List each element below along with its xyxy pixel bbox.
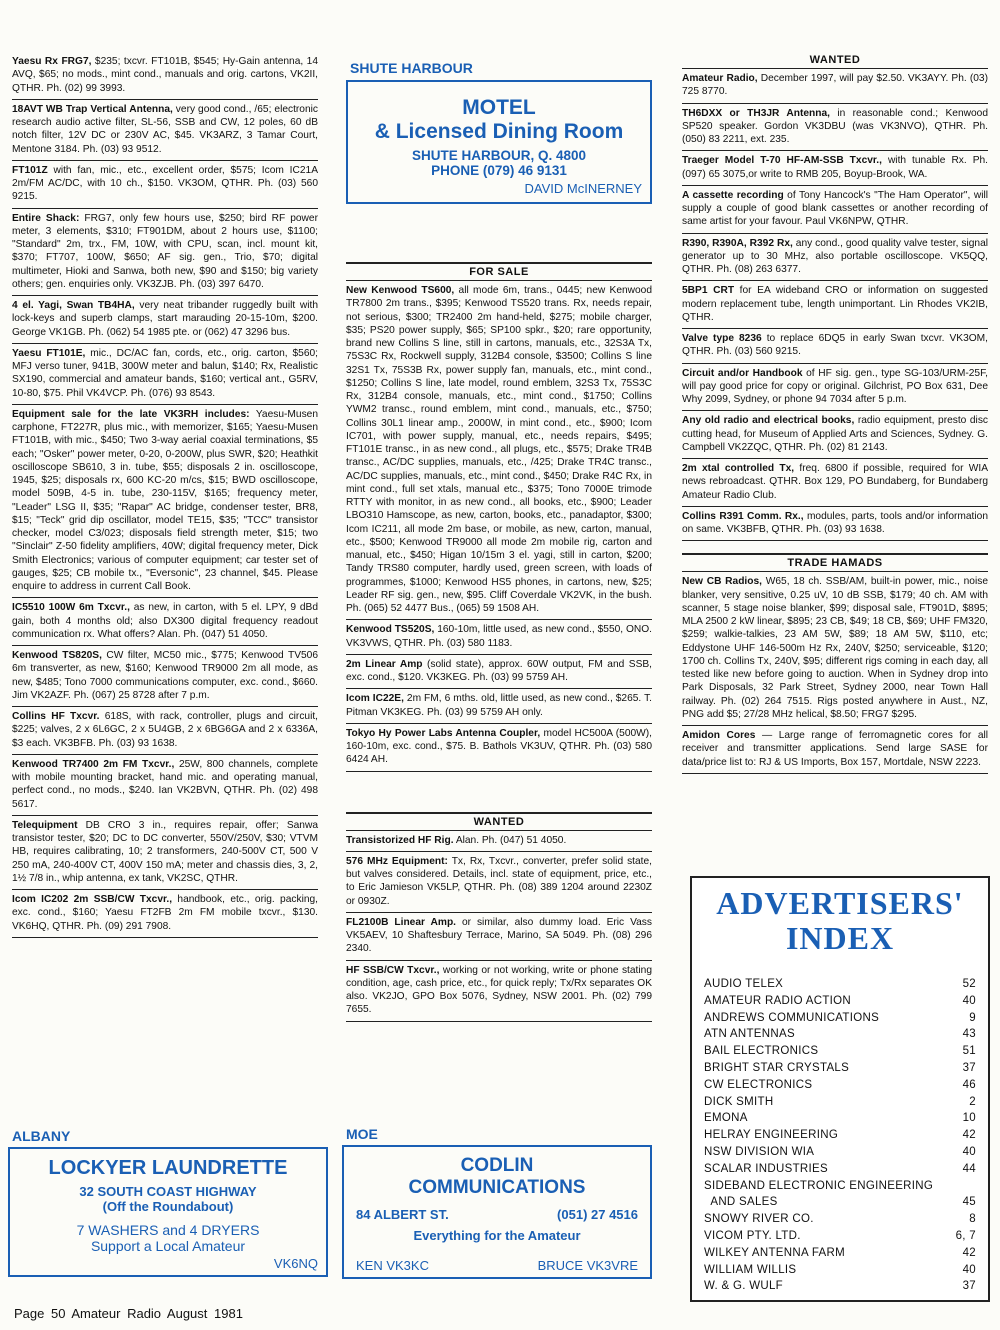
- ad-lead: Telequipment: [12, 819, 78, 831]
- for-sale-heading: FOR SALE: [346, 262, 652, 281]
- classified-ad: [346, 724, 652, 772]
- codlin-address: 84 ALBERT ST.: [356, 1207, 449, 1222]
- classified-ad: [682, 186, 988, 234]
- advertiser-page: 40: [962, 994, 976, 1007]
- for-sale-list: [346, 281, 652, 772]
- ad-text: 160-10m, little used, as new cond., $550, ONO. VK3VWS, QTHR. Ph. (03) 580 1183.: [346, 624, 653, 649]
- ad-text: working or not working, write or phone stating condition, age, cash price, etc., for quick reply; Tx/Rx separates OK also. VK2JO, GPO Box 5076, Sydney, NSW 2001. Ph. (02) 799 7655.: [346, 964, 652, 1016]
- classified-ad: [346, 689, 652, 724]
- ad-lead: Yaesu FT101E,: [12, 347, 86, 359]
- ad-text: with tunable Rx. Ph. (097) 65 3075,or write to RMB 205, Boyup-Brook, WA.: [682, 155, 988, 180]
- column-2: [346, 60, 652, 1022]
- laundrette-location: (Off the Roundabout): [102, 1199, 234, 1214]
- ad-text: 25W, 800 channels, complete with mobile mounting bracket, hand mic. and operating manual, perfect cond., no mods., $240. Ian VK2BVN, QTHR. Ph. (02) 498 5617.: [12, 758, 319, 810]
- ad-lead: Kenwood TS520S,: [346, 624, 435, 636]
- ad-lead: Entire Shack:: [12, 212, 80, 224]
- advertiser-page: 45: [962, 1196, 976, 1209]
- classified-ad: [682, 281, 988, 329]
- laundrette-advert: [8, 1147, 328, 1277]
- classified-ad: [12, 52, 318, 100]
- advertiser-row: [704, 976, 976, 993]
- classified-ad: [682, 726, 988, 774]
- advertiser-row: [704, 1161, 976, 1178]
- advertiser-page: 51: [962, 1045, 976, 1058]
- advertiser-row: [704, 1060, 976, 1077]
- ad-text: very neat tribander ruggedly built with lock-keys and superb clamps, start marauding 20-15-10m, $200. George VK1GB. Ph. (062) 54 1985 pte. or (062) 47 3296 bus.: [12, 300, 319, 338]
- ad-lead: Collins HF Txcvr.: [12, 711, 100, 722]
- motel-title: MOTEL: [462, 96, 536, 119]
- ad-text: any cond., good quality valve tester, signal generator up to 30 MHz, also portable oscilloscope. VK5QQ, QTHR. Ph. (08) 263 6377.: [682, 237, 988, 275]
- ad-text: as new, in carton, with 5 el. LPY, 9 dBd gain, both 4 months old; also DX300 digital frequency readout communication rx. What offers? Alan. Ph. (047) 51 4050.: [12, 602, 319, 640]
- classified-ad: [12, 598, 318, 646]
- advertiser-page: 40: [962, 1263, 976, 1276]
- ad-text: Yaesu-Musen carphone, FT227R, plus mic., with memorizer, $165; Yaesu-Musen FT101B, with mic., $450; Two 3-way aerial coaxial terminations, $5 each; "Osker" power meter, 0-20, 0-200W, plus SWR, $20; Heathkit oscilloscope SB610, 3 in. tube, $55; disposals 2 in. oscilloscope, 1945, $25; disposals rx, 600 KC-20 m/cs, $15; BWD oscilloscope, model 509B, 4-5 in. tube, 230-115V, $165; frequency meter, "Leader" LSG II, $35; "Rapar" AC bridge, condenser tester, BR8, $15; "Teck" grid dip oscillator, model TE15, $35; "TCC" transistor checker, model C3/023; disposals field strength meter, $15; two "Sinclair" Z-50 fidelity amplifiers, 40W; digital frequency meter, Dick Smith Electronics; various of computer equipment; car tester set of gauges, $25; CB mobile tx., "Eversonic", 23 channel, $45. Please enquire to address in current Call Book.: [12, 408, 318, 592]
- advertisers-index: [690, 876, 990, 1302]
- advertiser-row: [704, 1026, 976, 1043]
- advertiser-page: 6, 7: [955, 1229, 976, 1242]
- advertiser-name: SCALAR INDUSTRIES: [704, 1162, 828, 1175]
- advertiser-row: [704, 1211, 976, 1228]
- classified-ad: [12, 755, 318, 816]
- ad-lead: 4 el. Yagi, Swan TB4HA,: [12, 300, 135, 311]
- ad-lead: IC5510 100W 6m Txcvr.,: [12, 602, 130, 614]
- advertiser-name: NSW DIVISION WIA: [704, 1145, 815, 1158]
- advertiser-page: 40: [962, 1145, 976, 1158]
- motel-phone: PHONE (079) 46 9131: [431, 163, 567, 178]
- trade-hamads-list: [682, 572, 988, 774]
- ad-text: mic., DC/AC fan, cords, etc., orig. carton, $560; MFJ verso tuner, 941B, 300W meter and balun, $140; Rx, Realistic SX190, commercial and amateur bands, $160; vertical ant., G5RV, 10-80, $75. Phil VK4VCP. Ph. (076) 93 8543.: [12, 347, 318, 399]
- ad-lead: Circuit and/or Handbook: [682, 367, 803, 379]
- ad-lead: 2m xtal controlled Tx,: [682, 463, 795, 474]
- classified-ad: [682, 507, 988, 542]
- ad-text: — Large range of ferromagnetic cores for all receiver and transmitter applications. Send large SASE for data/price list to: RJ & US Imports, Box 157, Mortdale, NSW 2223.: [682, 730, 989, 768]
- ad-text: in reasonable cond.; Kenwood SP520 speaker. Gordon VK3DBU (was VK3NVO), QTHR. Ph. (050) 83 2211, ext. 235.: [682, 107, 988, 145]
- advertiser-name: WILKEY ANTENNA FARM: [704, 1246, 845, 1259]
- wanted-heading: WANTED: [682, 52, 988, 69]
- ad-lead: 576 MHz Equipment:: [346, 855, 448, 867]
- advertiser-row: [704, 1278, 976, 1295]
- motel-advert: [346, 80, 652, 204]
- classified-ad: [346, 620, 652, 655]
- ad-text: December 1997, will pay $2.50. VK3AYY. Ph. (03) 725 8770.: [682, 73, 988, 98]
- albany-heading: ALBANY: [12, 1128, 71, 1144]
- ad-lead: FL2100B Linear Amp.: [346, 916, 457, 928]
- moe-advert-block: [342, 1126, 652, 1279]
- ad-lead: Tokyo Hy Power Labs Antenna Coupler,: [346, 727, 541, 739]
- advertiser-name: SIDEBAND ELECTRONIC ENGINEERING AND SALES: [704, 1179, 934, 1209]
- spacer: [346, 772, 652, 808]
- ad-text: W65, 18 ch. SSB/AM, built-in power, mic., noise blanker, very sensitive, 0.25 uV, 10 dB SSB, $179; 40 ch. AM with scanner, 5 stage noise blanker, $99; disposal sale, FT901D, $895; MLA 2500 2 kW linear, $895; 23 CB, $49; 18 CB, $69; UHF FM320, $259; walkie-talkies, 23 AM 5W, $89; 18 AM 5W, $110, etc; Eddystone UHF 146-500m Hz Rx, 240V, $250; serviceable, $120; 1700 ch. Collins Tx, 240V, $95; different rigs coming in each day, all tested like new before going to auction. When in Sydney drop into Park Disposals, 32 Park Street, Sydney 2000, near Town Hall railway. Ph. (02) 264 7515. Rigs posted anywhere in Aust., NZ, PNG add $5; 27/28 MHz helical, $8.50; FRG7 $295.: [682, 576, 988, 720]
- advertiser-page: 42: [962, 1246, 976, 1259]
- ad-lead: TH6DXX or TH3JR Antenna,: [682, 107, 830, 119]
- codlin-subtitle: COMMUNICATIONS: [408, 1177, 586, 1198]
- ad-text: 618S, with rack, controller, plugs and circuit, $225; valves, 2 x 6L6GC, 2 x 5U4GB, 2 x 6BG6GA and 2 x 6336A, $3 each. VK3BFB. Ph. (03) 93 1638.: [12, 711, 318, 749]
- classified-ad: [12, 161, 318, 209]
- classified-ad: [12, 405, 318, 599]
- codlin-owner-1: KEN VK3KC: [356, 1258, 429, 1273]
- classified-ad: [682, 364, 988, 412]
- advertiser-page: 2: [969, 1095, 976, 1108]
- classified-ad: [12, 344, 318, 405]
- advertiser-name: DICK SMITH: [704, 1095, 774, 1108]
- motel-owner: DAVID McINERNEY: [524, 181, 642, 196]
- classified-ad: [12, 296, 318, 344]
- classified-ad: [682, 104, 988, 152]
- ad-text: $235; txcvr. FT101B, $545; Hy-Gain antenna, 14 AVQ, $65; no mods., mint cond., manuals and orig. cartons, VK2II, QTHR. Ph. (02) 99 3993.: [12, 56, 319, 94]
- classified-ad: [346, 913, 652, 961]
- ad-lead: 18AVT WB Trap Vertical Antenna,: [12, 103, 173, 115]
- ad-text: all mode 6m, trans., 0445; new Kenwood TR7800 2m trans., $395; Kenwood TS520 trans. Rx, needs repair, not serious, $300; TR2400 2m hand-held, $275; mobile charger, $35; PS20 power supply, $65; SP100 spkr., $20; rare opportunity, brand new Collins S line, still in cartons, manuals, etc., 32S3A Tx, 75S3C Rx, Rockwell supply, 312B4 console, $3500; Collins S line 32S1 Tx, 75S3B Rx, power supply fan, manuals, etc., mint cond., $1250; Collins S line, late model, round emblem, 32S3 Tx, 75S3C Rx, 312B4 console, manuals, etc., mint cond., $1750; Collins YWM2 transc., round emblem, mint cond., manuals, etc., $750; Collins 30L1 linear amp., 2000W, in mint cond., etc., $900; Icom IC701, with power supply, manual, etc., needs repairs, $495; FT101E transc., in as new cond., all plugs, etc., $575; Drake TR4B transc., AC/DC supplies, manuals, etc., /425; Drake TR4C transc., AC/DC supplies, manuals, etc., mint cond., $450; Drake R4C Rx, in mint cond., full set xtals, manual etc., $375; Tono 7000E trimode RTTY with monitor, in as new cond., all books, etc., $900; Leader LBO310 Hamscope, as new, carton, books, etc., panadaptor, $300; Icom IC211, all mode 2m base, or mobile, as new, carton, manual, etc., $500; Kenwood TR9000 all mode 2m mobile rig, carton and manual, etc., $450; Higan 10/15m 3 el. yagi, still in carton, $200; Tandy TRS80 computer, hardly used, green screen, with loads of programmes, $1000; Kenwood HS5 phones, in cartons, new, $25; Leader RF sig. gen., new, $95. Cliff Coverdale VK2VK, in the bush. Ph. (065) 52 4477 Bus., (065) 59 1508 AH.: [346, 285, 652, 614]
- advertiser-row: [704, 1010, 976, 1027]
- advertiser-name: CW ELECTRONICS: [704, 1078, 813, 1091]
- ad-lead: Valve type 8236: [682, 333, 762, 344]
- advertiser-name: WILLIAM WILLIS: [704, 1263, 797, 1276]
- column-1: [12, 52, 318, 938]
- advertiser-page: 42: [962, 1129, 976, 1142]
- ad-lead: Amateur Radio,: [682, 73, 758, 84]
- ad-lead: Traeger Model T-70 HF-AM-SSB Txcvr.,: [682, 155, 882, 167]
- laundrette-machines: 7 WASHERS and 4 DRYERS: [76, 1222, 260, 1238]
- advertisers-list: [704, 976, 976, 1295]
- ad-text: freq. 6800 if possible, required for WIA news rebroadcast. QTHR. Box 129, PO Bundaberg, for Bundaberg Amateur Radio Club.: [682, 463, 988, 501]
- classified-ad: [346, 831, 652, 852]
- ad-text: Alan. Ph. (047) 51 4050.: [453, 834, 567, 846]
- codlin-slogan: Everything for the Amateur: [413, 1228, 581, 1243]
- advertiser-name: AMATEUR RADIO ACTION: [704, 994, 851, 1007]
- classified-ad: [12, 816, 318, 890]
- page-footer: Page 50 Amateur Radio August 1981: [14, 1306, 243, 1321]
- codlin-owner-2: BRUCE VK3VRE: [537, 1258, 638, 1273]
- classified-ad: [682, 459, 988, 507]
- spacer: [682, 541, 988, 549]
- ad-text: 2m FM, 6 mths. old, little used, as new cond., $265. T. Pitman VK3KEG. Ph. (03) 99 5759 AH only.: [346, 693, 652, 718]
- advertiser-row: [704, 993, 976, 1010]
- ad-lead: FT101Z: [12, 164, 48, 176]
- advertiser-name: W. & G. WULF: [704, 1280, 783, 1293]
- advertiser-page: 37: [962, 1280, 976, 1293]
- advertiser-row: [704, 1144, 976, 1161]
- ad-lead: 5BP1 CRT: [682, 285, 735, 297]
- classified-ad: [682, 329, 988, 364]
- codlin-contact-row: [344, 1207, 650, 1222]
- classified-ad: [346, 281, 652, 620]
- shute-harbour-heading: SHUTE HARBOUR: [350, 60, 473, 76]
- ad-text: for EA wideband CRO or information on suggested modern replacement tube, length unimportant. Lin Rhodes VK2IB, QTHR.: [682, 285, 988, 323]
- ad-lead: New Kenwood TS600,: [346, 285, 455, 296]
- laundrette-callsign: VK6NQ: [273, 1256, 318, 1271]
- ad-text: (solid state), approx. 60W output, FM and SSB, exc. cond., $120. VK3KEG. Ph. (03) 99 5759 AH.: [346, 658, 652, 683]
- wanted-list: [346, 831, 652, 1022]
- ad-lead: Equipment sale for the late VK3RH includes:: [12, 408, 250, 420]
- trade-hamads-heading: TRADE HAMADS: [682, 553, 988, 572]
- ad-lead: Icom IC22E,: [346, 693, 404, 705]
- codlin-owners: [356, 1258, 638, 1273]
- ad-lead: New CB Radios,: [682, 576, 762, 588]
- ad-lead: Transistorized HF Rig.: [346, 834, 454, 846]
- ad-text: CW filter, MC50 mic., $775; Kenwood TV506 6m transverter, as new, $160; Kenwood TR9000 2m all mode, as new, $485; Tono 7000 communications computer, exc. cond., $660. Jim VK2AZF. Ph. (067) 25 8728 after 7 p.m.: [12, 650, 318, 701]
- wanted-heading: WANTED: [346, 812, 652, 831]
- advertiser-name: ANDREWS COMMUNICATIONS: [704, 1011, 880, 1024]
- classified-ad: [682, 69, 988, 104]
- advertiser-name: EMONA: [704, 1112, 748, 1125]
- column-3: [682, 52, 988, 774]
- ad-lead: A cassette recording: [682, 189, 784, 201]
- advertiser-name: BAIL ELECTRONICS: [704, 1045, 819, 1058]
- advertiser-row: [704, 1178, 976, 1212]
- advertiser-page: 9: [969, 1011, 976, 1024]
- classified-ad: [12, 890, 318, 938]
- ad-lead: HF SSB/CW Txcvr.,: [346, 964, 440, 976]
- ad-text: Tx, Rx, Txcvr., converter, prefer solid state, but valves considered. Details, incl. state of equipment, price, etc., to Eric Jamieson VK5LP, QTHR. Ph. (08) 389 1204 around 2230Z or 0930Z.: [346, 855, 653, 907]
- advertiser-row: [704, 1245, 976, 1262]
- advertiser-row: [704, 1228, 976, 1245]
- laundrette-address: 32 SOUTH COAST HIGHWAY: [79, 1184, 257, 1199]
- advertiser-page: 52: [962, 978, 976, 990]
- ad-text: FRG7, only few hours use, $250; bird RF power meter, 3 elements, $310; FT901DM, about 2 hours use, $1100; "Standard" 2m, trx., FM, 10W, with CPU, scan, incl. mount kit, $370; FT707, 100W, $650; AF sig. gen., Trio, $70; digital multimeter, Hioki and Sanwa, both new, $90 and $150; big variety others; gen. enquiries only. VK3ZJB. Ph. (03) 397 6470.: [12, 212, 318, 290]
- advertiser-row: [704, 1094, 976, 1111]
- advertiser-row: [704, 1043, 976, 1060]
- motel-address: SHUTE HARBOUR, Q. 4800: [411, 148, 587, 163]
- wanted-list: [682, 69, 988, 541]
- advertiser-page: 10: [962, 1112, 976, 1125]
- advertiser-page: 37: [962, 1061, 976, 1074]
- classified-ad: [346, 655, 652, 690]
- advertiser-name: BRIGHT STAR CRYSTALS: [704, 1061, 850, 1074]
- advertiser-row: [704, 1110, 976, 1127]
- advertiser-row: [704, 1127, 976, 1144]
- ad-text: radio equipment, presto disc cutting head, for Museum of Applied Arts and Sciences, Sydney. G. Campbell VK2ZQC, QTHR. Ph. (02) 81 2143.: [682, 415, 989, 453]
- advertiser-page: 46: [962, 1078, 976, 1091]
- advertisers-title-line2: INDEX: [785, 920, 895, 957]
- codlin-phone: (051) 27 4516: [557, 1207, 638, 1222]
- classified-ad: [346, 852, 652, 913]
- ad-text: of Tony Hancock's "The Ham Operator", will supply a couple of good blank cassettes or another recording of same artist for your favour. Paul VK6NPW, QTHR.: [682, 189, 989, 228]
- ad-text: modules, parts, tools and/or information on same. VK3BFB, QTHR. Ph. (03) 93 1638.: [682, 510, 988, 535]
- classified-ad: [346, 961, 652, 1022]
- ad-lead: Amidon Cores: [682, 730, 756, 741]
- ad-text: very good cond., /65; electronic research audio active filter, SL-56, SSB and CW, 12 poles, 60 dB notch filter, 12V DC or 230V AC, $45. VK3ARZ, 3 Tamar Court, Mentone 3184. Ph. (03) 93 9512.: [12, 103, 318, 155]
- advertiser-page: 43: [962, 1028, 976, 1041]
- advertiser-row: [704, 1077, 976, 1094]
- moe-heading: MOE: [346, 1126, 378, 1142]
- classified-ad: [682, 411, 988, 459]
- ad-text: handbook, etc., orig. packing, exc. cond., $160; Yaesu FT2FB 2m FM mobile txcvr., $130. VK6HQ, QTHR. Ph. (09) 291 7908.: [12, 894, 318, 932]
- codlin-title: CODLIN: [460, 1155, 534, 1176]
- ad-lead: Kenwood TS820S,: [12, 650, 102, 661]
- advertisers-index-title: [692, 886, 988, 956]
- advertiser-row: [704, 1262, 976, 1279]
- advertiser-name: HELRAY ENGINEERING: [704, 1129, 839, 1142]
- advertiser-name: ATN ANTENNAS: [704, 1028, 795, 1041]
- advertiser-name: VICOM PTY. LTD.: [704, 1229, 801, 1242]
- ad-text: DB CRO 3 in., requires repair, offer; Sanwa transistor tester, $20; DC to DC converter, 550V/250V, $30; VTVM HB, requires calibrating, 10; 2 transformers, 240-500V CT, 500 V 250 mA, 240-400V CT, 400V 150 mA; meter and chassis dies, 3, 2, 1½ 7/8 in., whip antenna, ex tank, VK2SC, QTHR.: [12, 819, 318, 884]
- advertiser-name: SNOWY RIVER CO.: [704, 1213, 814, 1226]
- motel-subtitle: & Licensed Dining Room: [374, 120, 624, 143]
- ad-text: or similar, also dummy load. Eric Vass VK5AEV, 10 Shaftesbury Terrace, Marino, SA 5049. Ph. (08) 296 2340.: [346, 916, 652, 955]
- spacer: [346, 204, 652, 258]
- ad-text: of HF sig. gen., type SG-103/URM-25F, will pay good price for copy or original. Gilchrist, PO Box 631, Dee Why 2099, Sydney, or phone 94 7034 after 5 p.m.: [682, 367, 988, 405]
- advertiser-page: 44: [962, 1162, 976, 1175]
- ad-lead: Collins R391 Comm. Rx.,: [682, 510, 804, 522]
- classified-ad: [682, 151, 988, 186]
- classified-ad: [682, 572, 988, 726]
- albany-advert-block: [8, 1128, 328, 1277]
- ad-lead: Kenwood TR7400 2m FM Txcvr.,: [12, 758, 175, 770]
- advertiser-page: 8: [969, 1213, 976, 1226]
- laundrette-title: LOCKYER LAUNDRETTE: [48, 1157, 288, 1179]
- ad-lead: 2m Linear Amp: [346, 658, 423, 670]
- ad-text: to replace 6DQ5 in early Swan txcvr. VK3OM, QTHR. Ph. (03) 560 9215.: [682, 333, 988, 358]
- ad-lead: Yaesu Rx FRG7,: [12, 56, 92, 67]
- classified-ad: [12, 646, 318, 707]
- codlin-advert: [342, 1145, 652, 1279]
- classified-ad: [12, 707, 318, 755]
- classified-ad: [12, 209, 318, 297]
- ad-lead: R390, R390A, R392 Rx,: [682, 237, 793, 249]
- ad-lead: Icom IC202 2m SSB/CW Txcvr.,: [12, 894, 173, 905]
- advertisers-title-line1: ADVERTISERS': [716, 885, 964, 921]
- classified-ad: [682, 234, 988, 282]
- classified-ad: [12, 100, 318, 161]
- ad-text: with fan, mic., etc., excellent order, $575; Icom IC21A 2m/FM AC/DC, with 10 ch., $150. VK3OM, QTHR. Ph. (03) 560 9215.: [12, 164, 318, 203]
- ad-lead: Any old radio and electrical books,: [682, 415, 855, 427]
- laundrette-slogan: Support a Local Amateur: [90, 1238, 246, 1254]
- advertiser-name: AUDIO TELEX: [704, 978, 784, 990]
- ad-text: model HC500A (500W), 160-10m, exc. cond., $75. B. Bathols VK3UV, QTHR. Ph. (03) 580 6424 AH.: [346, 727, 652, 766]
